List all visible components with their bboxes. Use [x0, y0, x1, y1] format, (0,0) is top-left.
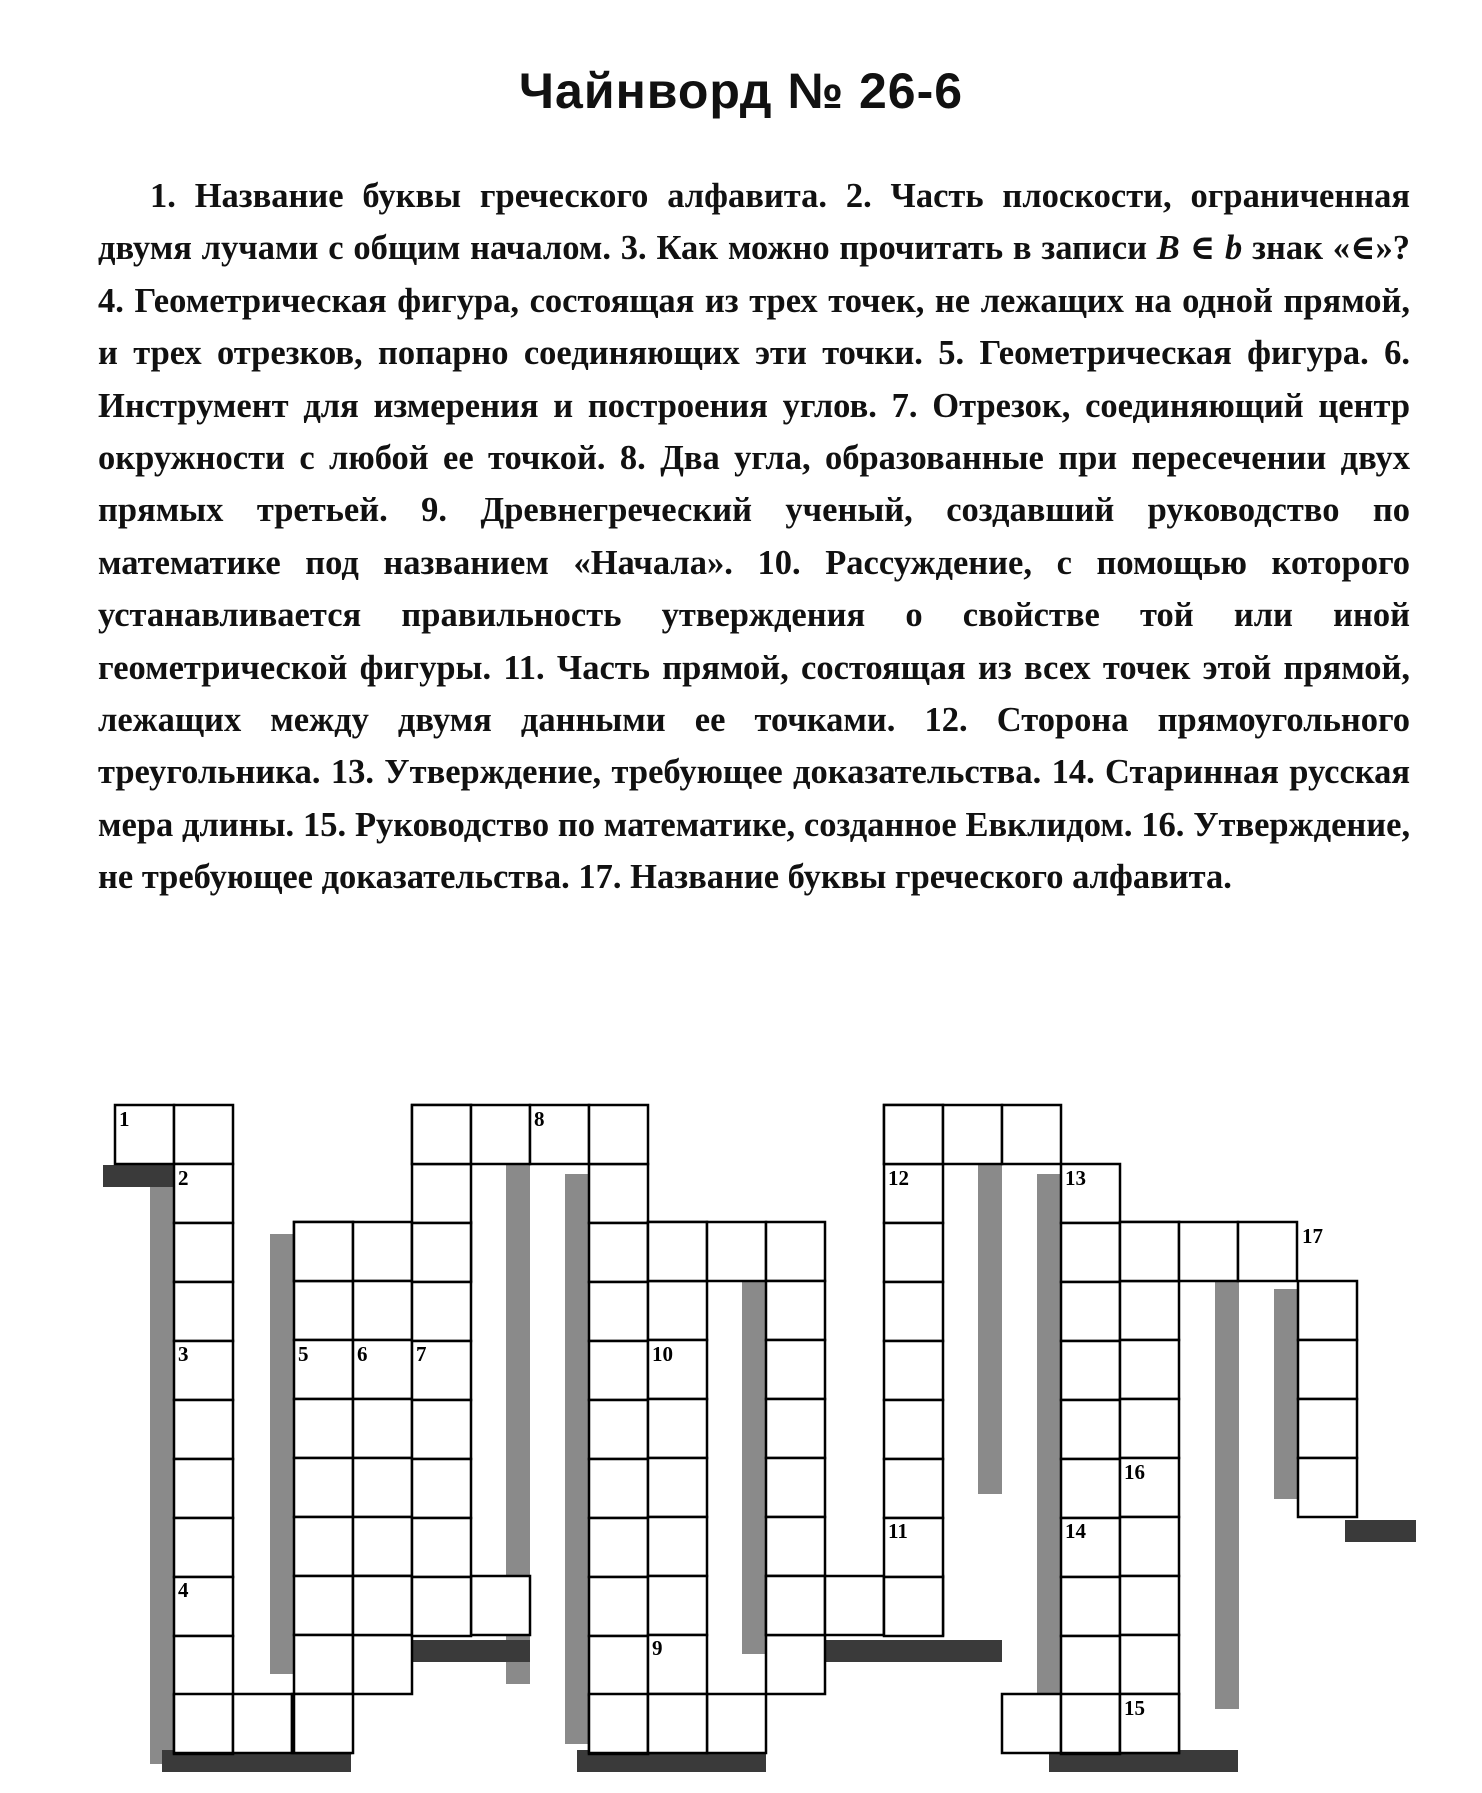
clue-text: Древнегреческий ученый, создавший руководство по математике под названием «Начала». [98, 491, 1411, 582]
grid-cell[interactable] [589, 1577, 648, 1636]
grid-cell[interactable] [412, 1400, 471, 1459]
clue-number: 15. [303, 805, 347, 844]
clue-text: Как можно прочитать в записи [656, 229, 1147, 268]
grid-cell[interactable] [294, 1635, 353, 1694]
grid-cell[interactable] [1061, 1636, 1120, 1695]
cell-number-label: 7 [416, 1342, 427, 1366]
clue-number: 11. [503, 648, 545, 687]
grid-cell[interactable] [589, 1341, 648, 1400]
grid-cell[interactable] [589, 1223, 648, 1282]
clue-text: Старинная русская мера длины. [98, 753, 1411, 844]
grid-cell[interactable] [884, 1223, 943, 1282]
cell-number-label: 12 [888, 1166, 909, 1190]
grid-cell[interactable] [353, 1576, 412, 1635]
grid-cell[interactable] [1002, 1105, 1061, 1164]
grid-cell[interactable] [412, 1518, 471, 1577]
cell-shadow [270, 1234, 294, 1674]
grid-cell[interactable] [766, 1458, 825, 1517]
grid-cell[interactable] [707, 1694, 766, 1753]
clue-number: 10. [757, 543, 801, 582]
cell-number-label: 13 [1065, 1166, 1086, 1190]
clue-number: 12. [924, 701, 968, 740]
grid-cell[interactable] [1298, 1281, 1357, 1340]
grid-cell[interactable] [174, 1459, 233, 1518]
cell-number-label: 6 [357, 1342, 368, 1366]
grid-cell[interactable] [1061, 1341, 1120, 1400]
cell-shadow [1345, 1520, 1416, 1542]
grid-cell[interactable] [1298, 1458, 1357, 1517]
grid-cell[interactable] [766, 1340, 825, 1399]
grid-cell[interactable] [766, 1399, 825, 1458]
cell-shadow [978, 1114, 1002, 1494]
cell-number-label: 4 [178, 1578, 189, 1602]
grid-cell[interactable] [233, 1694, 292, 1753]
grid-cell[interactable] [825, 1576, 884, 1635]
cell-shadow [1274, 1289, 1298, 1499]
grid-cell[interactable] [294, 1222, 353, 1281]
grid-cell[interactable] [884, 1400, 943, 1459]
grid-cell[interactable] [589, 1459, 648, 1518]
grid-cell[interactable] [1238, 1222, 1297, 1281]
grid-cell[interactable] [766, 1281, 825, 1340]
grid-cell[interactable] [1120, 1517, 1179, 1576]
grid-cell[interactable] [648, 1517, 707, 1576]
cell-shadow [1037, 1174, 1061, 1744]
clue-text: Часть прямой, состоящая из всех точек этой прямой, лежащих между двумя данными ее точками. [98, 648, 1411, 740]
clue-number: 4. [98, 281, 124, 320]
grid-cell[interactable] [648, 1694, 707, 1753]
grid-cell[interactable] [943, 1105, 1002, 1164]
grid-cell[interactable] [353, 1281, 412, 1340]
grid-cell[interactable] [294, 1517, 353, 1576]
clue-number: 3. [620, 229, 647, 268]
cell-number-label: 8 [534, 1107, 545, 1131]
grid-cell[interactable] [294, 1281, 353, 1340]
grid-cell[interactable] [353, 1222, 412, 1281]
clue-text: Отрезок, соединяющий центр окружности с любой ее точкой. [98, 386, 1411, 478]
grid-cell[interactable] [294, 1399, 353, 1458]
clue-number: 14. [1051, 753, 1095, 792]
grid-cell[interactable] [884, 1459, 943, 1518]
clue-text: Геометрическая фигура, состоящая из трех точек, не лежащих на одной прямой, и трех отрезков, попарно соединяющих эти точки. [98, 281, 1411, 373]
grid-cell[interactable] [174, 1636, 233, 1695]
grid-cell[interactable] [294, 1694, 353, 1753]
grid-cell[interactable] [353, 1399, 412, 1458]
grid-cell[interactable] [1120, 1635, 1179, 1694]
grid-cells [115, 1105, 1357, 1754]
grid-cell[interactable] [1179, 1222, 1238, 1281]
grid-cell[interactable] [648, 1281, 707, 1340]
cell-shadow [150, 1174, 174, 1764]
grid-cell[interactable] [884, 1105, 943, 1164]
cell-shadow [103, 1165, 173, 1187]
cell-number-label: 14 [1065, 1519, 1086, 1543]
grid-cell[interactable] [1061, 1223, 1120, 1282]
clue-formula-relation: ∈ [1189, 229, 1216, 268]
grid-cell[interactable] [353, 1635, 412, 1694]
grid-cell[interactable] [174, 1223, 233, 1282]
grid-cell[interactable] [589, 1694, 648, 1753]
grid-cell[interactable] [648, 1458, 707, 1517]
grid-cell[interactable] [412, 1164, 471, 1223]
grid-cell[interactable] [1298, 1340, 1357, 1399]
cell-number-label: 1 [119, 1107, 130, 1131]
cell-number-label: 17 [1302, 1224, 1323, 1248]
clue-formula-line: b [1225, 229, 1243, 268]
cell-number-label: 2 [178, 1166, 189, 1190]
clue-number: 17. [578, 858, 622, 897]
clue-text: Название буквы греческого алфавита. [194, 177, 828, 215]
clue-number: 8. [619, 439, 646, 478]
grid-cell[interactable] [1120, 1281, 1179, 1340]
cell-shadow [813, 1640, 1002, 1662]
clue-number: 1. [150, 177, 176, 215]
grid-cell[interactable] [412, 1282, 471, 1341]
grid-cell[interactable] [1120, 1576, 1179, 1635]
grid-cell[interactable] [589, 1282, 648, 1341]
grid-cell[interactable] [174, 1282, 233, 1341]
grid-cell[interactable] [1002, 1694, 1061, 1753]
grid-cell[interactable] [1298, 1399, 1357, 1458]
clue-number: 16. [1141, 805, 1185, 844]
clue-text: знак «∈»? [1252, 229, 1411, 268]
grid-cell[interactable] [353, 1517, 412, 1576]
grid-cell[interactable] [589, 1105, 648, 1164]
grid-cell[interactable] [766, 1576, 825, 1635]
cell-number-label: 9 [652, 1636, 663, 1660]
grid-cell[interactable] [1061, 1459, 1120, 1518]
grid-cell[interactable] [1061, 1400, 1120, 1459]
grid-cell[interactable] [174, 1694, 233, 1753]
grid-cell[interactable] [648, 1399, 707, 1458]
grid-cell[interactable] [412, 1577, 471, 1636]
cell-number-label: 10 [652, 1342, 673, 1366]
grid-cell[interactable] [1120, 1222, 1179, 1281]
clue-number: 6. [1384, 334, 1411, 373]
clue-number: 2. [845, 177, 872, 215]
grid-cell[interactable] [353, 1458, 412, 1517]
cell-number-label: 3 [178, 1342, 189, 1366]
grid-cell[interactable] [589, 1518, 648, 1577]
clue-text: Два угла, образованные при пересечении двух прямых третьей. [98, 439, 1411, 530]
grid-cell[interactable] [707, 1222, 766, 1281]
clue-text: Руководство по математике, созданное Евклидом. [354, 805, 1133, 844]
clue-text: Название буквы греческого алфавита. [630, 858, 1232, 897]
grid-cell[interactable] [174, 1105, 233, 1164]
grid-cell[interactable] [1120, 1340, 1179, 1399]
clue-number: 9. [421, 491, 448, 530]
clue-text: Инструмент для измерения и построения углов. [98, 386, 877, 425]
cell-number-label: 16 [1124, 1460, 1145, 1484]
grid-cell[interactable] [766, 1222, 825, 1281]
grid-cell[interactable] [294, 1458, 353, 1517]
clue-text: Рассуждение, с помощью которого устанавливается правильность утверждения о свойстве той или иной геометрической фигуры. [98, 543, 1411, 687]
grid-cell[interactable] [1061, 1282, 1120, 1341]
grid-cell[interactable] [174, 1400, 233, 1459]
clue-text: Утверждение, не требующее доказательства. [98, 805, 1411, 897]
grid-cell[interactable] [589, 1164, 648, 1223]
grid-cell[interactable] [174, 1518, 233, 1577]
cell-number-label: 15 [1124, 1696, 1145, 1720]
clue-number: 5. [938, 334, 965, 373]
grid-cell[interactable] [1061, 1577, 1120, 1636]
cell-shadow [742, 1234, 766, 1654]
grid-cell[interactable] [1061, 1694, 1120, 1753]
grid-cell[interactable] [648, 1576, 707, 1635]
grid-cell[interactable] [412, 1223, 471, 1282]
grid-cell[interactable] [884, 1577, 943, 1636]
cell-shadow [565, 1174, 589, 1744]
cell-number-label: 11 [888, 1519, 908, 1543]
page-title: Чайнворд № 26-6 [518, 63, 964, 119]
clue-text: Утверждение, требующее доказательства. [384, 753, 1042, 792]
clue-text: Геометрическая фигура. [979, 334, 1369, 373]
grid-cell[interactable] [412, 1459, 471, 1518]
grid-cell[interactable] [471, 1105, 530, 1164]
grid-cell[interactable] [648, 1222, 707, 1281]
grid-cell[interactable] [589, 1400, 648, 1459]
grid-cell[interactable] [884, 1341, 943, 1400]
grid-cell[interactable] [766, 1517, 825, 1576]
grid-cell[interactable] [471, 1576, 530, 1635]
clue-formula-point: B [1156, 229, 1180, 268]
clue-text: Сторона прямоугольного треугольника. [98, 701, 1411, 792]
grid-cell[interactable] [1120, 1399, 1179, 1458]
clue-number: 7. [891, 386, 918, 425]
clue-text: Часть плоскости, ограниченная двумя лучами с общим началом. [98, 177, 1411, 268]
clue-number: 13. [330, 753, 374, 792]
grid-cell[interactable] [294, 1576, 353, 1635]
grid-cell[interactable] [884, 1282, 943, 1341]
cell-number-label: 5 [298, 1342, 309, 1366]
grid-cell[interactable] [589, 1636, 648, 1695]
cell-shadow [1215, 1229, 1239, 1709]
grid-cell[interactable] [412, 1105, 471, 1164]
grid-cell[interactable] [766, 1635, 825, 1694]
